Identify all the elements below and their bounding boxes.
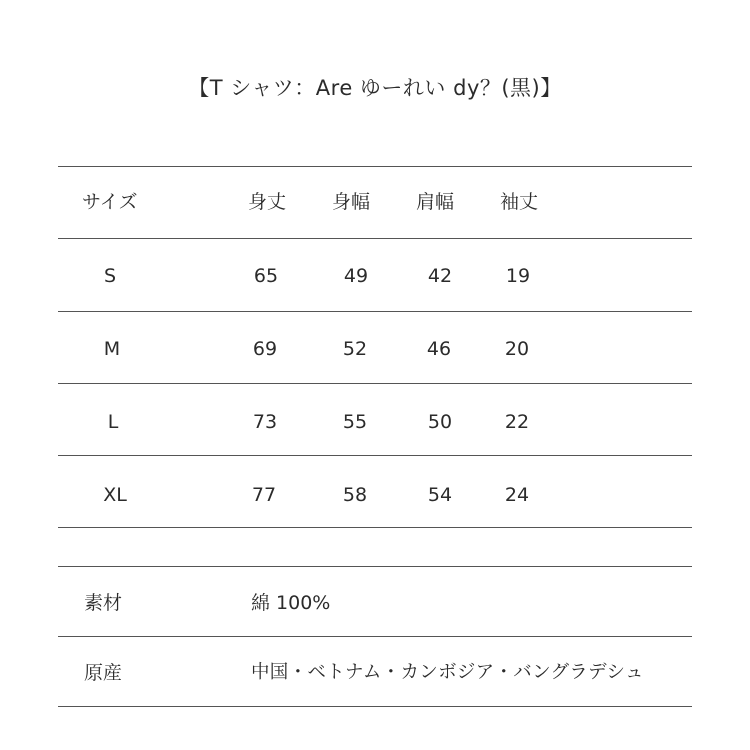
table-cell: 50 — [427, 411, 453, 433]
header-rule — [58, 238, 692, 239]
table-cell: 69 — [252, 338, 278, 360]
header-body-length: 身丈 — [248, 191, 287, 213]
row-rule — [58, 455, 692, 456]
table-cell: 73 — [252, 411, 278, 433]
table-cell: 49 — [343, 265, 369, 287]
table-cell: 54 — [427, 484, 453, 506]
table-cell: 22 — [504, 411, 530, 433]
header-body-width: 身幅 — [332, 191, 371, 213]
size-label: L — [107, 411, 119, 433]
size-label: M — [103, 338, 121, 360]
table-cell: 20 — [504, 338, 530, 360]
row-rule — [58, 311, 692, 312]
details-top-rule — [58, 566, 692, 567]
material-label: 素材 — [84, 592, 123, 614]
header-sleeve-length: 袖丈 — [500, 191, 539, 213]
origin-value: 中国・ベトナム・カンボジア・バングラデシュ — [251, 662, 644, 683]
table-cell: 19 — [505, 265, 531, 287]
details-row-rule — [58, 636, 692, 637]
size-label: S — [103, 265, 117, 287]
table-cell: 58 — [342, 484, 368, 506]
table-bottom-rule — [58, 527, 692, 528]
table-cell: 77 — [251, 484, 277, 506]
header-shoulder-width: 肩幅 — [416, 191, 455, 213]
origin-label: 原産 — [84, 662, 123, 684]
details-bottom-rule — [58, 706, 692, 707]
table-cell: 55 — [342, 411, 368, 433]
size-label: XL — [103, 484, 127, 506]
header-size: サイズ — [82, 191, 138, 213]
table-cell: 46 — [426, 338, 452, 360]
table-top-rule — [58, 166, 692, 167]
page-title: 【T シャツ：Are ゆーれい dy？(黒)】 — [188, 76, 562, 100]
table-cell: 52 — [342, 338, 368, 360]
table-cell: 24 — [504, 484, 530, 506]
row-rule — [58, 383, 692, 384]
material-value: 綿 100% — [251, 592, 331, 614]
table-cell: 65 — [253, 265, 279, 287]
table-cell: 42 — [427, 265, 453, 287]
